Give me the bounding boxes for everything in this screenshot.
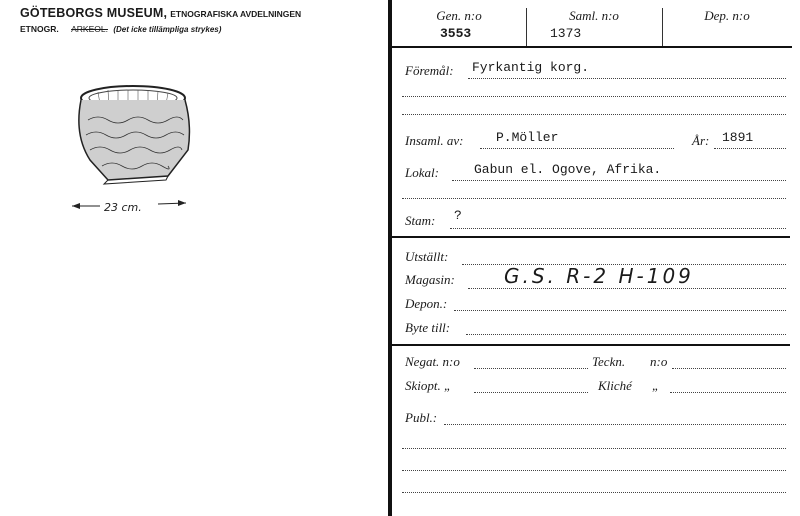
dotted-line [670,392,786,393]
utstallt-label: Utställt: [405,249,449,264]
insaml-row [392,130,790,152]
negat-row [392,352,790,374]
dotted-line [402,448,786,449]
magasin-label: Magasin: [405,272,455,287]
scale-label: 23 cm. [104,201,142,214]
strike-note: (Det icke tillämpliga strykes) [113,25,222,34]
section-divider [392,236,790,238]
dotted-line [402,114,786,115]
saml-value: 1373 [550,26,582,41]
dotted-line [474,392,588,393]
foremal-section [392,60,790,120]
dotted-line [450,228,786,229]
etnogr-label: ETNOGR. [20,24,59,34]
saml-number-cell [526,4,662,46]
dotted-line [480,148,674,149]
museum-header [20,6,301,20]
department-name: ETNOGRAFISKA AVDELNINGEN [170,9,302,19]
byte-row [392,318,790,340]
arkeol-label: ARKEOL. [71,24,108,34]
stam-label: Stam: [405,213,436,228]
insaml-value: P.Möller [496,130,559,145]
teckn-label: Teckn. [592,354,626,369]
lokal-section [392,162,790,202]
section-divider [392,344,790,346]
scale-arrow [70,198,190,220]
foremal-value: Fyrkantig korg. [472,60,590,75]
teckn-no-label: n:o [650,354,668,369]
depon-row [392,294,790,316]
depon-label: Depon.: [405,296,448,311]
foremal-label: Föremål: [405,63,454,78]
saml-label: Saml. n:o [569,8,619,23]
dotted-line [444,424,786,425]
negat-label: Negat. n:o [405,354,460,369]
dotted-line [402,492,786,493]
basket-sketch [68,80,198,190]
cliche-quote: „ [652,378,660,393]
dotted-line [672,368,786,369]
dotted-line [402,470,786,471]
gen-label: Gen. n:o [436,8,482,23]
gen-number-cell [392,4,526,46]
skiopt-row [392,376,790,398]
publ-section [392,408,790,508]
category-line [20,24,221,34]
dotted-line [454,310,786,311]
lokal-value: Gabun el. Ogove, Afrika. [474,162,662,177]
dotted-line [452,180,786,181]
dotted-line [466,334,786,335]
museum-name: GÖTEBORGS MUSEUM, [20,6,168,20]
dotted-line [468,78,786,79]
ar-value: 1891 [722,130,754,145]
insaml-label: Insaml. av: [405,133,464,148]
dotted-line [468,288,786,289]
stam-value: ? [454,208,462,223]
dotted-line [474,368,588,369]
dep-label: Dep. n:o [704,8,750,23]
dep-number-cell [662,4,792,46]
gen-value: 3553 [440,26,472,41]
number-boxes [392,4,792,48]
magasin-value: G.S. R-2 H-109 [504,264,694,288]
skiopt-label: Skiopt. „ [405,378,452,393]
publ-label: Publ.: [405,410,438,425]
dotted-line [402,198,786,199]
byte-label: Byte till: [405,320,451,335]
lokal-label: Lokal: [405,165,439,180]
dotted-line [402,96,786,97]
magasin-row [392,266,790,292]
dotted-line [714,148,786,149]
cliche-label: Kliché [598,378,632,393]
ar-label: År: [692,133,710,148]
stam-row [392,210,790,232]
